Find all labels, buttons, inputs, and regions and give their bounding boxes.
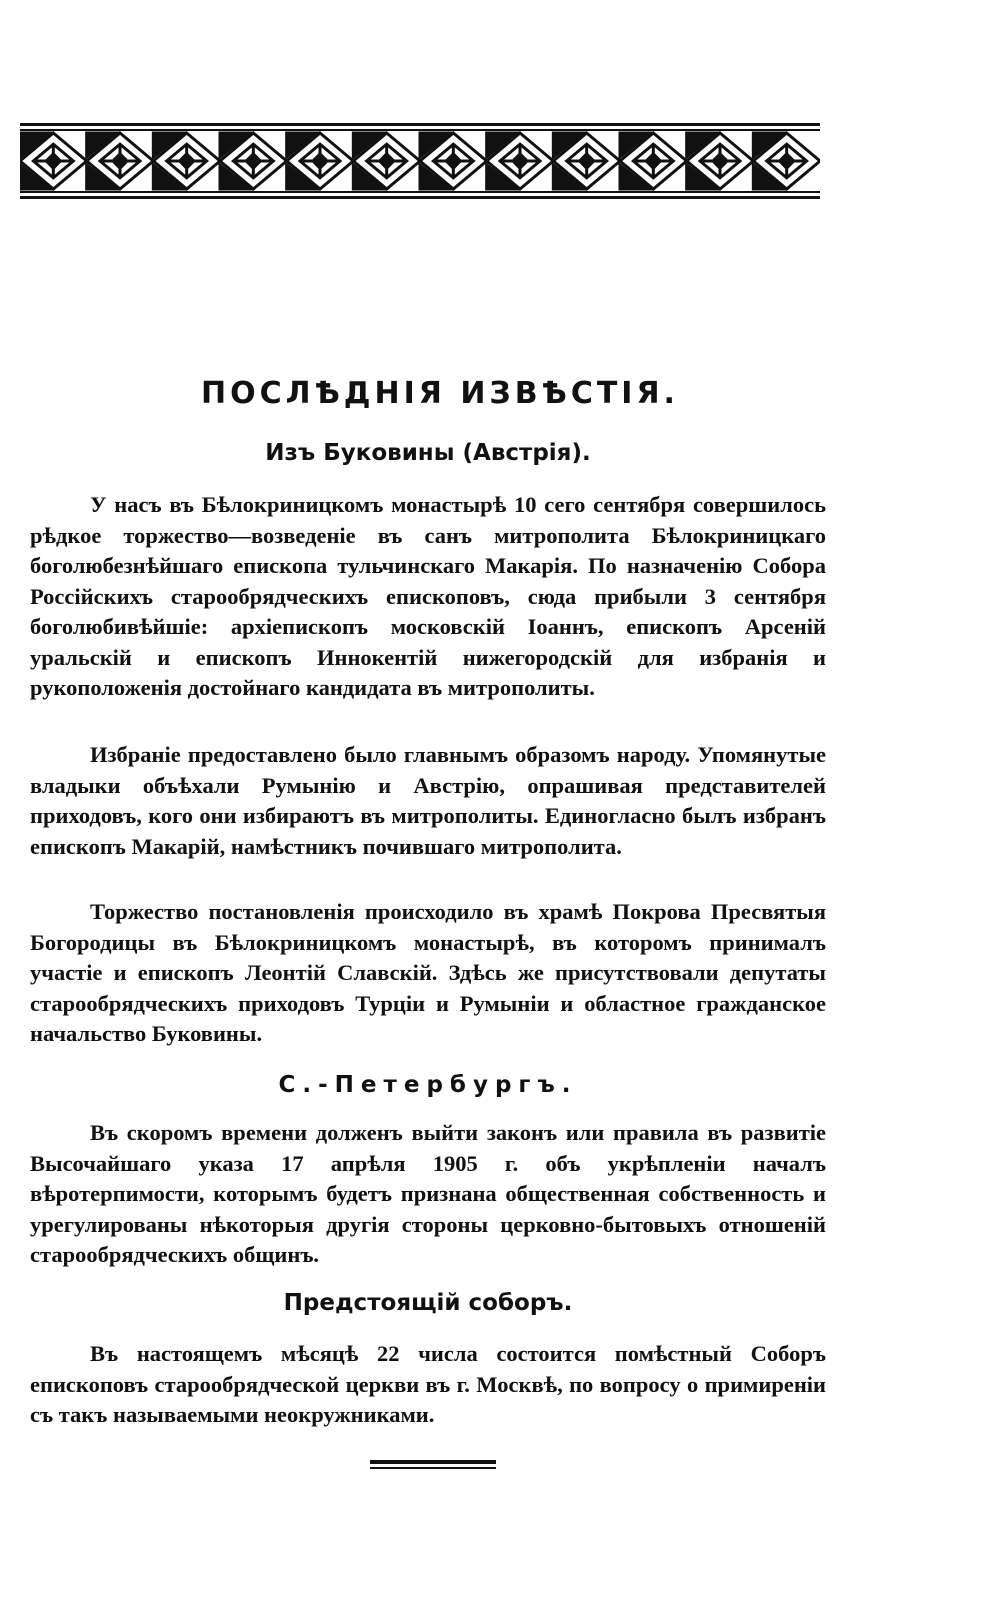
- paragraph: Торжество постановленія происходило въ храмѣ Покрова Пресвятыя Богородицы въ Бѣлокриницкомъ монастырѣ, въ которомъ принималъ участіе и епископъ Леонтій Славскій. Здѣсь же присутствовали депутаты старообрядческихъ приходовъ Турціи и Румыніи и областное гражданское начальство Буковины.: [30, 899, 826, 1046]
- section-heading-petersburg: С.-Петербургъ.: [278, 1072, 578, 1098]
- paragraph: Въ скоромъ времени долженъ выйти законъ или правила въ развитіе Высочайшаго указа 17 апрѣля 1905 г. объ укрѣпленіи началъ вѣротерпимости, которымъ будетъ признана общественная собственность и урегулированы нѣкоторыя другія стороны церковно-бытовыхъ отношеній старообрядческихъ общинъ.: [30, 1120, 826, 1267]
- decorative-header-ornament: [20, 123, 820, 199]
- section-heading-bukovina: Изъ Буковины (Австрія).: [265, 440, 591, 466]
- paragraph: У насъ въ Бѣлокриницкомъ монастырѣ 10 сего сентября совершилось рѣдкое торжество—возведеніе въ санъ митрополита Бѣлокриницкаго боголюбезнѣйшаго епископа тульчинскаго Макарія. По назначенію Собора Россійскихъ старообрядческихъ епископовъ, сюда прибыли 3 сентября боголюбивѣйшіе: архіепископъ московскій Іоаннъ, епископъ Арсеній уральскій и епископъ Иннокентій нижегородскій для избранія и рукоположенія достойнаго кандидата въ митрополиты.: [30, 492, 826, 700]
- paragraph: Въ настоящемъ мѣсяцѣ 22 числа состоится помѣстный Соборъ епископовъ старообрядческой церкви въ г. Москвѣ, по вопросу о примиреніи съ такъ называемыми неокружниками.: [30, 1341, 826, 1427]
- section-heading-council: Предстоящій соборъ.: [283, 1290, 573, 1316]
- page-title: ПОСЛѢДНІЯ ИЗВѢСТІЯ.: [201, 376, 679, 411]
- paragraph: Избраніе предоставлено было главнымъ образомъ народу. Упомянутые владыки объѣхали Румынію и Австрію, опрашивая представителей приходовъ, кого они избираютъ въ митрополиты. Единогласно былъ избранъ епископъ Макарій, намѣстникъ почившаго митрополита.: [30, 742, 826, 859]
- closing-rule: [370, 1460, 496, 1464]
